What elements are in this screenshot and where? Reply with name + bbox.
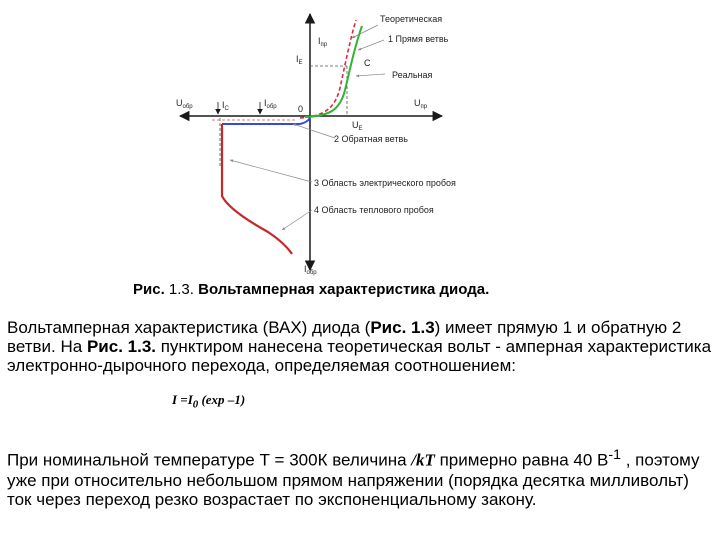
formula-mid: (exp <box>198 392 228 407</box>
label-u-pr: $U_{пр}$ <box>414 98 428 110</box>
paragraph-vah <box>7 318 712 375</box>
label-reverse-branch: 2 Обратная ветвь <box>334 134 408 144</box>
paragraph-temperature <box>7 446 712 509</box>
theoretical-curve <box>300 20 356 118</box>
label-theoretical: Теоретическая <box>380 14 443 24</box>
label-forward-branch: 1 Прямя ветвь <box>388 34 449 44</box>
formula-tail: –1) <box>227 392 246 407</box>
figure-caption <box>133 281 489 298</box>
reverse-branch-curve <box>222 118 310 124</box>
leader-real <box>356 74 385 76</box>
label-thermal-breakdown: 4 Область теплового пробоя <box>314 205 434 215</box>
leader-forward <box>358 40 384 50</box>
p2-expr: /kT <box>411 450 435 470</box>
formula <box>172 392 245 411</box>
p1-text-2: ) имеет прямую 1 и обратную 2 ветви. На <box>7 318 682 356</box>
p1-text-1: Вольтамперная характеристика (ВАХ) диода ( <box>7 318 371 337</box>
p2-text-1: При номинальной температуре Т = 300К величина <box>7 450 412 470</box>
p2-text-2: примерно равна 40 В <box>434 450 609 470</box>
label-i-e: $I_Е$ <box>296 54 303 66</box>
label-u-obr: $U_{обр}$ <box>176 98 193 110</box>
label-i-obr: $I_{обр}$ <box>264 98 277 110</box>
breakdown-curve <box>222 124 292 254</box>
p1-ref-1: Рис. 1.3 <box>370 318 435 337</box>
p1-ref-2: Рис. 1.3. <box>86 337 156 356</box>
label-electric-breakdown: 3 Область электрического пробоя <box>314 178 456 188</box>
caption-title: Вольтамперная характеристика диода. <box>198 281 490 298</box>
leader-theoretical <box>352 25 378 38</box>
p2-text-3: , поэтому уже при относительно небольшом прямом напряжении (порядка десятка милливольт) ток через переход резко возрастает по экспоненциальному закону. <box>7 450 700 509</box>
real-forward-curve <box>305 26 362 117</box>
leader-electric <box>230 160 312 182</box>
label-i-c: $I_С$ <box>222 100 229 112</box>
label-origin: 0 <box>298 104 304 114</box>
p1-text-3: пунктиром нанесена теоретическая вольт - амперная характеристика электронно-дырочного перехода, определяемая соотношением: <box>7 337 712 375</box>
formula-sub: 0 <box>192 398 199 411</box>
label-u-e: $U_Е$ <box>352 120 363 132</box>
label-point-c: С <box>364 58 371 68</box>
leader-reverse <box>293 124 335 138</box>
formula-lhs: I =I <box>172 392 193 407</box>
caption-number: 1.3. <box>164 281 199 298</box>
p2-sup: -1 <box>608 447 621 463</box>
label-i-obr-bottom: $I_{обр}$ <box>304 264 317 276</box>
label-real: Реальная <box>392 70 433 80</box>
leader-thermal <box>282 210 312 230</box>
caption-prefix: Рис. <box>133 281 165 298</box>
label-i-pr: $I_{пр}$ <box>318 36 328 48</box>
